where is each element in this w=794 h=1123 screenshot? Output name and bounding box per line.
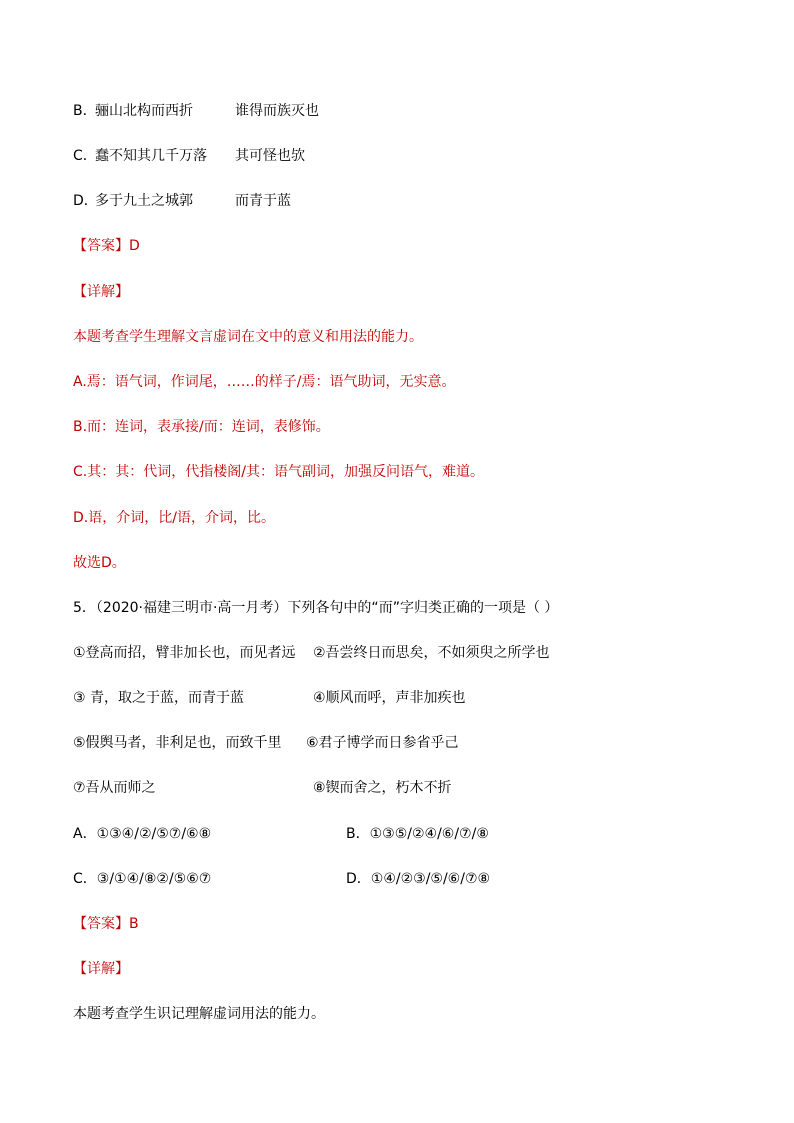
item-left: ⑦吾从而师之	[73, 780, 156, 796]
answer-tag: 【答案】	[73, 916, 129, 932]
explain-line: C.其：其：代词，代指楼阁/其：语气副词，加强反问语气，难道。	[73, 464, 484, 480]
explain-line: D.语，介词，比/语，介词，比。	[73, 510, 275, 526]
answer-line	[73, 236, 140, 256]
choice-a: A．①③④/②/⑤⑦/⑥⑧	[73, 826, 212, 842]
option-left-text: 蠢不知其几千万落	[95, 148, 207, 164]
choice-c: C．③/①④/⑧②/⑤⑥⑦	[73, 871, 212, 887]
question-stem: 5．（2020·福建三明市·高一月考）下列各句中的“而”字归类正确的一项是（ ）	[73, 600, 559, 616]
option-label: D．	[73, 193, 98, 209]
option-left-text: 骊山北构而西折	[95, 103, 193, 119]
answer-value: D	[129, 238, 140, 254]
explain-line: B.而：连词，表承接/而：连词，表修饰。	[73, 419, 330, 435]
detail-tag: 【详解】	[73, 961, 129, 977]
item-right: ②吾尝终日而思矣，不如须臾之所学也	[313, 645, 550, 661]
detail-heading	[73, 282, 129, 302]
answer-value: B	[129, 916, 139, 932]
option-right-text: 而青于蓝	[235, 193, 291, 209]
detail-heading	[73, 959, 129, 979]
item-left: ⑤假舆马者，非利足也，而致千里	[73, 735, 282, 751]
explain-line: 本题考查学生识记理解虚词用法的能力。	[73, 1006, 325, 1022]
answer-line	[73, 914, 139, 934]
option-left-text: 多于九土之城郭	[95, 193, 193, 209]
answer-tag: 【答案】	[73, 238, 129, 254]
item-left: ③ 青，取之于蓝，而青于蓝	[73, 690, 245, 706]
choice-d: D．①④/②③/⑤/⑥/⑦⑧	[346, 871, 491, 887]
explain-line: 故选D。	[73, 555, 126, 571]
explain-line: A.焉：语气词，作词尾，……的样子/焉：语气助词，无实意。	[73, 374, 456, 390]
option-right-text: 其可怪也欤	[235, 148, 305, 164]
option-label: C．	[73, 148, 97, 164]
choice-b: B．①③⑤/②④/⑥/⑦/⑧	[346, 826, 489, 842]
explain-line: 本题考查学生理解文言虚词在文中的意义和用法的能力。	[73, 329, 423, 345]
option-label: B．	[73, 103, 97, 119]
option-right-text: 谁得而族灭也	[235, 103, 319, 119]
item-right: ④顺风而呼，声非加疾也	[313, 690, 466, 706]
item-left: ①登高而招，臂非加长也，而见者远	[73, 645, 296, 661]
detail-tag: 【详解】	[73, 284, 129, 300]
item-right: ⑥君子博学而日参省乎己	[306, 735, 459, 751]
item-right: ⑧锲而舍之，朽木不折	[313, 780, 452, 796]
